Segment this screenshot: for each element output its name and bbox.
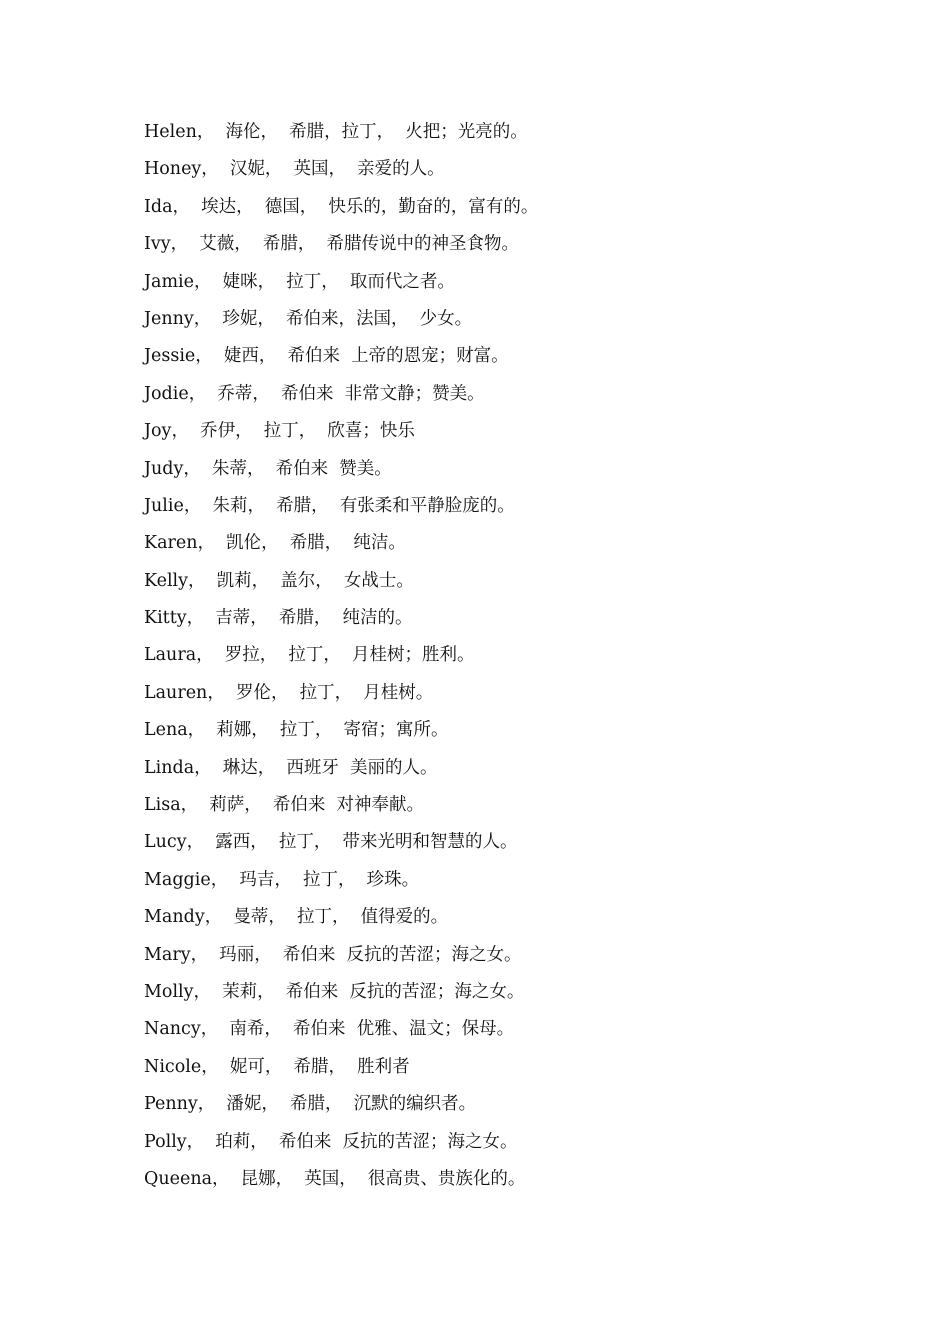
- name-entry-lucy: Lucy， 露西， 拉丁， 带来光明和智慧的人。: [144, 832, 518, 853]
- name-entry-molly: Molly， 茉莉， 希伯来 反抗的苦涩；海之女。: [144, 981, 525, 1002]
- name-entry-queena: Queena， 昆娜， 英国， 很高贵、贵族化的。: [144, 1168, 526, 1189]
- name-entry-lena: Lena， 莉娜， 拉丁， 寄宿；寓所。: [144, 720, 449, 741]
- name-entry-jamie: Jamie， 婕咪， 拉丁， 取而代之者。: [144, 271, 455, 292]
- name-entry-joy: Joy， 乔伊， 拉丁， 欣喜；快乐: [144, 421, 415, 442]
- name-entry-mary: Mary， 玛丽， 希伯来 反抗的苦涩；海之女。: [144, 944, 522, 965]
- name-entry-nancy: Nancy， 南希， 希伯来 优雅、温文；保母。: [144, 1019, 515, 1040]
- name-entry-judy: Judy， 朱蒂， 希伯来 赞美。: [144, 458, 392, 479]
- name-entry-ivy: Ivy， 艾薇， 希腊， 希腊传说中的神圣食物。: [144, 234, 520, 255]
- name-entry-kelly: Kelly， 凯莉， 盖尔， 女战士。: [144, 570, 414, 591]
- name-entry-ida: Ida， 埃达， 德国， 快乐的，勤奋的，富有的。: [144, 196, 539, 217]
- name-list: [144, 114, 904, 1198]
- name-entry-jodie: Jodie， 乔蒂， 希伯来 非常文静；赞美。: [144, 383, 485, 404]
- name-entry-maggie: Maggie， 玛吉， 拉丁， 珍珠。: [144, 869, 420, 890]
- name-entry-lisa: Lisa， 莉萨， 希伯来 对神奉献。: [144, 795, 425, 816]
- name-entry-kitty: Kitty， 吉蒂， 希腊， 纯洁的。: [144, 608, 413, 629]
- name-entry-polly: Polly， 珀莉， 希伯来 反抗的苦涩；海之女。: [144, 1131, 518, 1152]
- name-entry-honey: Honey， 汉妮， 英国， 亲爱的人。: [144, 159, 445, 180]
- name-entry-penny: Penny， 潘妮， 希腊， 沉默的编织者。: [144, 1094, 477, 1115]
- name-entry-linda: Linda， 琳达， 西班牙 美丽的人。: [144, 757, 438, 778]
- name-entry-helen: Helen， 海伦， 希腊，拉丁， 火把；光亮的。: [144, 122, 528, 142]
- name-entry-mandy: Mandy， 曼蒂， 拉丁， 值得爱的。: [144, 907, 449, 928]
- name-entry-nicole: Nicole， 妮可， 希腊， 胜利者: [144, 1056, 410, 1077]
- name-entry-laura: Laura， 罗拉， 拉丁， 月桂树；胜利。: [144, 645, 475, 666]
- name-entry-julie: Julie， 朱莉， 希腊， 有张柔和平静脸庞的。: [144, 495, 515, 516]
- name-entry-lauren: Lauren， 罗伦， 拉丁， 月桂树。: [144, 682, 434, 703]
- name-entry-karen: Karen， 凯伦， 希腊， 纯洁。: [144, 533, 406, 554]
- name-entry-jenny: Jenny， 珍妮， 希伯来，法国， 少女。: [144, 308, 473, 329]
- name-entry-jessie: Jessie， 婕西， 希伯来 上帝的恩宠；财富。: [144, 346, 509, 367]
